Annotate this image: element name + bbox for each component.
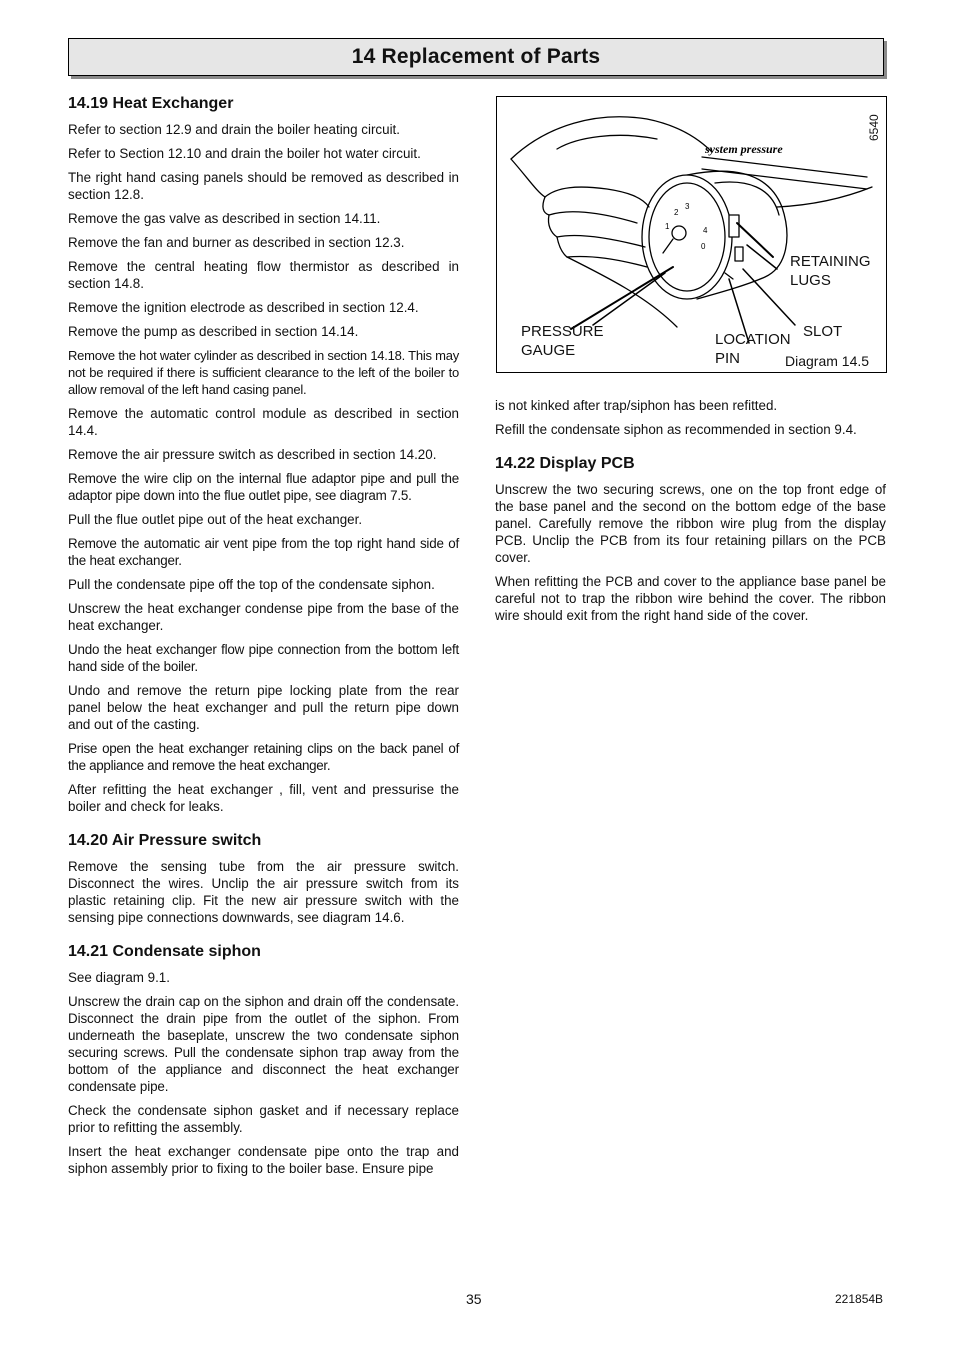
diagram-14-5 — [496, 96, 887, 373]
paragraph: is not kinked after trap/siphon has been refitted. — [495, 398, 778, 413]
paragraph: Remove the wire clip on the internal flue adaptor pipe and pull the adaptor pipe down into the flue outlet pipe, see diagram 7.5. — [68, 471, 459, 503]
paragraph: Undo and remove the return pipe locking plate from the rear panel below the heat exchanger and pull the return pipe down and out of the casting. — [68, 683, 459, 732]
paragraph: Check the condensate siphon gasket and if necessary replace prior to refitting the assembly. — [68, 1103, 459, 1135]
paragraph: Remove the pump as described in section 14.14. — [68, 324, 359, 339]
paragraph: Pull the flue outlet pipe out of the heat exchanger. — [68, 512, 363, 527]
paragraph: Prise open the heat exchanger retaining clips on the back panel of the appliance and remove the heat exchanger. — [68, 741, 459, 773]
diagram-caption: Diagram 14.5 — [785, 353, 870, 369]
paragraph: Remove the ignition electrode as described in section 12.4. — [68, 300, 419, 315]
paragraph: Refer to Section 12.10 and drain the boiler hot water circuit. — [68, 146, 421, 161]
paragraph: Insert the heat exchanger condensate pipe onto the trap and siphon assembly prior to fixing to the boiler base. Ensure pipe — [68, 1144, 459, 1176]
paragraph: Remove the automatic air vent pipe from the top right hand side of the heat exchanger. — [68, 536, 459, 568]
right-column — [495, 397, 886, 631]
paragraph: Pull the condensate pipe off the top of the condensate siphon. — [68, 577, 435, 592]
label-retaining-lugs: RETAINING LUGS — [790, 253, 871, 289]
paragraph: Unscrew the two securing screws, one on the top front edge of the base panel and the second on the bottom edge of the base panel. Carefully remove the ribbon wire plug from the display PCB. Unclip the PCB from its four retaining pillars on the PCB cover. — [495, 482, 886, 565]
paragraph: The right hand casing panels should be removed as described in section 12.8. — [68, 170, 459, 202]
paragraph: Unscrew the heat exchanger condense pipe from the base of the heat exchanger. — [68, 601, 459, 633]
document-code: 221854B — [835, 1292, 884, 1306]
paragraph: Remove the gas valve as described in section 14.11. — [68, 211, 381, 226]
paragraph: After refitting the heat exchanger , fill, vent and pressurise the boiler and check for leaks. — [68, 782, 459, 814]
diagram-code: 6540 — [867, 114, 881, 141]
page-title: 14 Replacement of Parts — [351, 45, 601, 68]
paragraph: Refer to section 12.9 and drain the boiler heating circuit. — [68, 122, 400, 137]
heading-display-pcb: 14.22 Display PCB — [495, 455, 635, 472]
paragraph: Remove the automatic control module as described in section 14.4. — [68, 406, 459, 438]
label-location-pin: LOCATION PIN — [715, 331, 791, 367]
gauge-text: system pressure — [705, 142, 783, 156]
paragraph: Remove the fan and burner as described in section 12.3. — [68, 235, 405, 250]
heading-heat-exchanger: 14.19 Heat Exchanger — [68, 95, 234, 112]
gauge-number: 1 — [665, 222, 670, 231]
gauge-number: 3 — [685, 202, 690, 211]
paragraph: See diagram 9.1. — [68, 970, 170, 985]
page-title-bar — [68, 38, 884, 76]
label-pressure-gauge: PRESSURE GAUGE — [521, 323, 604, 359]
paragraph: Remove the central heating flow thermistor as described in section 14.8. — [68, 259, 459, 291]
page-number: 35 — [466, 1291, 482, 1307]
gauge-number: 2 — [674, 208, 679, 217]
paragraph: Remove the hot water cylinder as described in section 14.18. This may not be required if there is sufficient clearance to the left of the boiler to allow removal of the left hand casing panel. — [68, 348, 459, 397]
paragraph: When refitting the PCB and cover to the appliance base panel be careful not to trap the ribbon wire behind the cover. The ribbon wire should exit from the right hand side of the cover. — [495, 574, 886, 623]
paragraph: Remove the air pressure switch as described in section 14.20. — [68, 447, 437, 462]
paragraph: Remove the sensing tube from the air pressure switch. Disconnect the wires. Unclip the air pressure switch from its plastic retaining clip. Fit the new air pressure switch with the sensing pipe connections downwards, see diagram 14.6. — [68, 859, 459, 925]
paragraph: Unscrew the drain cap on the siphon and drain off the condensate. Disconnect the drain pipe from the outlet of the siphon. From underneath the baseplate, unscrew the two condensate siphon securing screws. Pull the condensate siphon trap away from the bottom of the appliance and disconnect the heat exchanger condensate pipe. — [68, 994, 459, 1094]
heading-condensate-siphon: 14.21 Condensate siphon — [68, 943, 261, 960]
paragraph: Refill the condensate siphon as recommended in section 9.4. — [495, 422, 857, 437]
label-slot: SLOT — [803, 323, 843, 340]
gauge-number: 0 — [701, 242, 706, 251]
left-column — [68, 94, 459, 1184]
gauge-number: 4 — [703, 226, 708, 235]
paragraph: Undo the heat exchanger flow pipe connection from the bottom left hand side of the boiler. — [68, 642, 459, 674]
heading-air-pressure-switch: 14.20 Air Pressure switch — [68, 832, 262, 849]
